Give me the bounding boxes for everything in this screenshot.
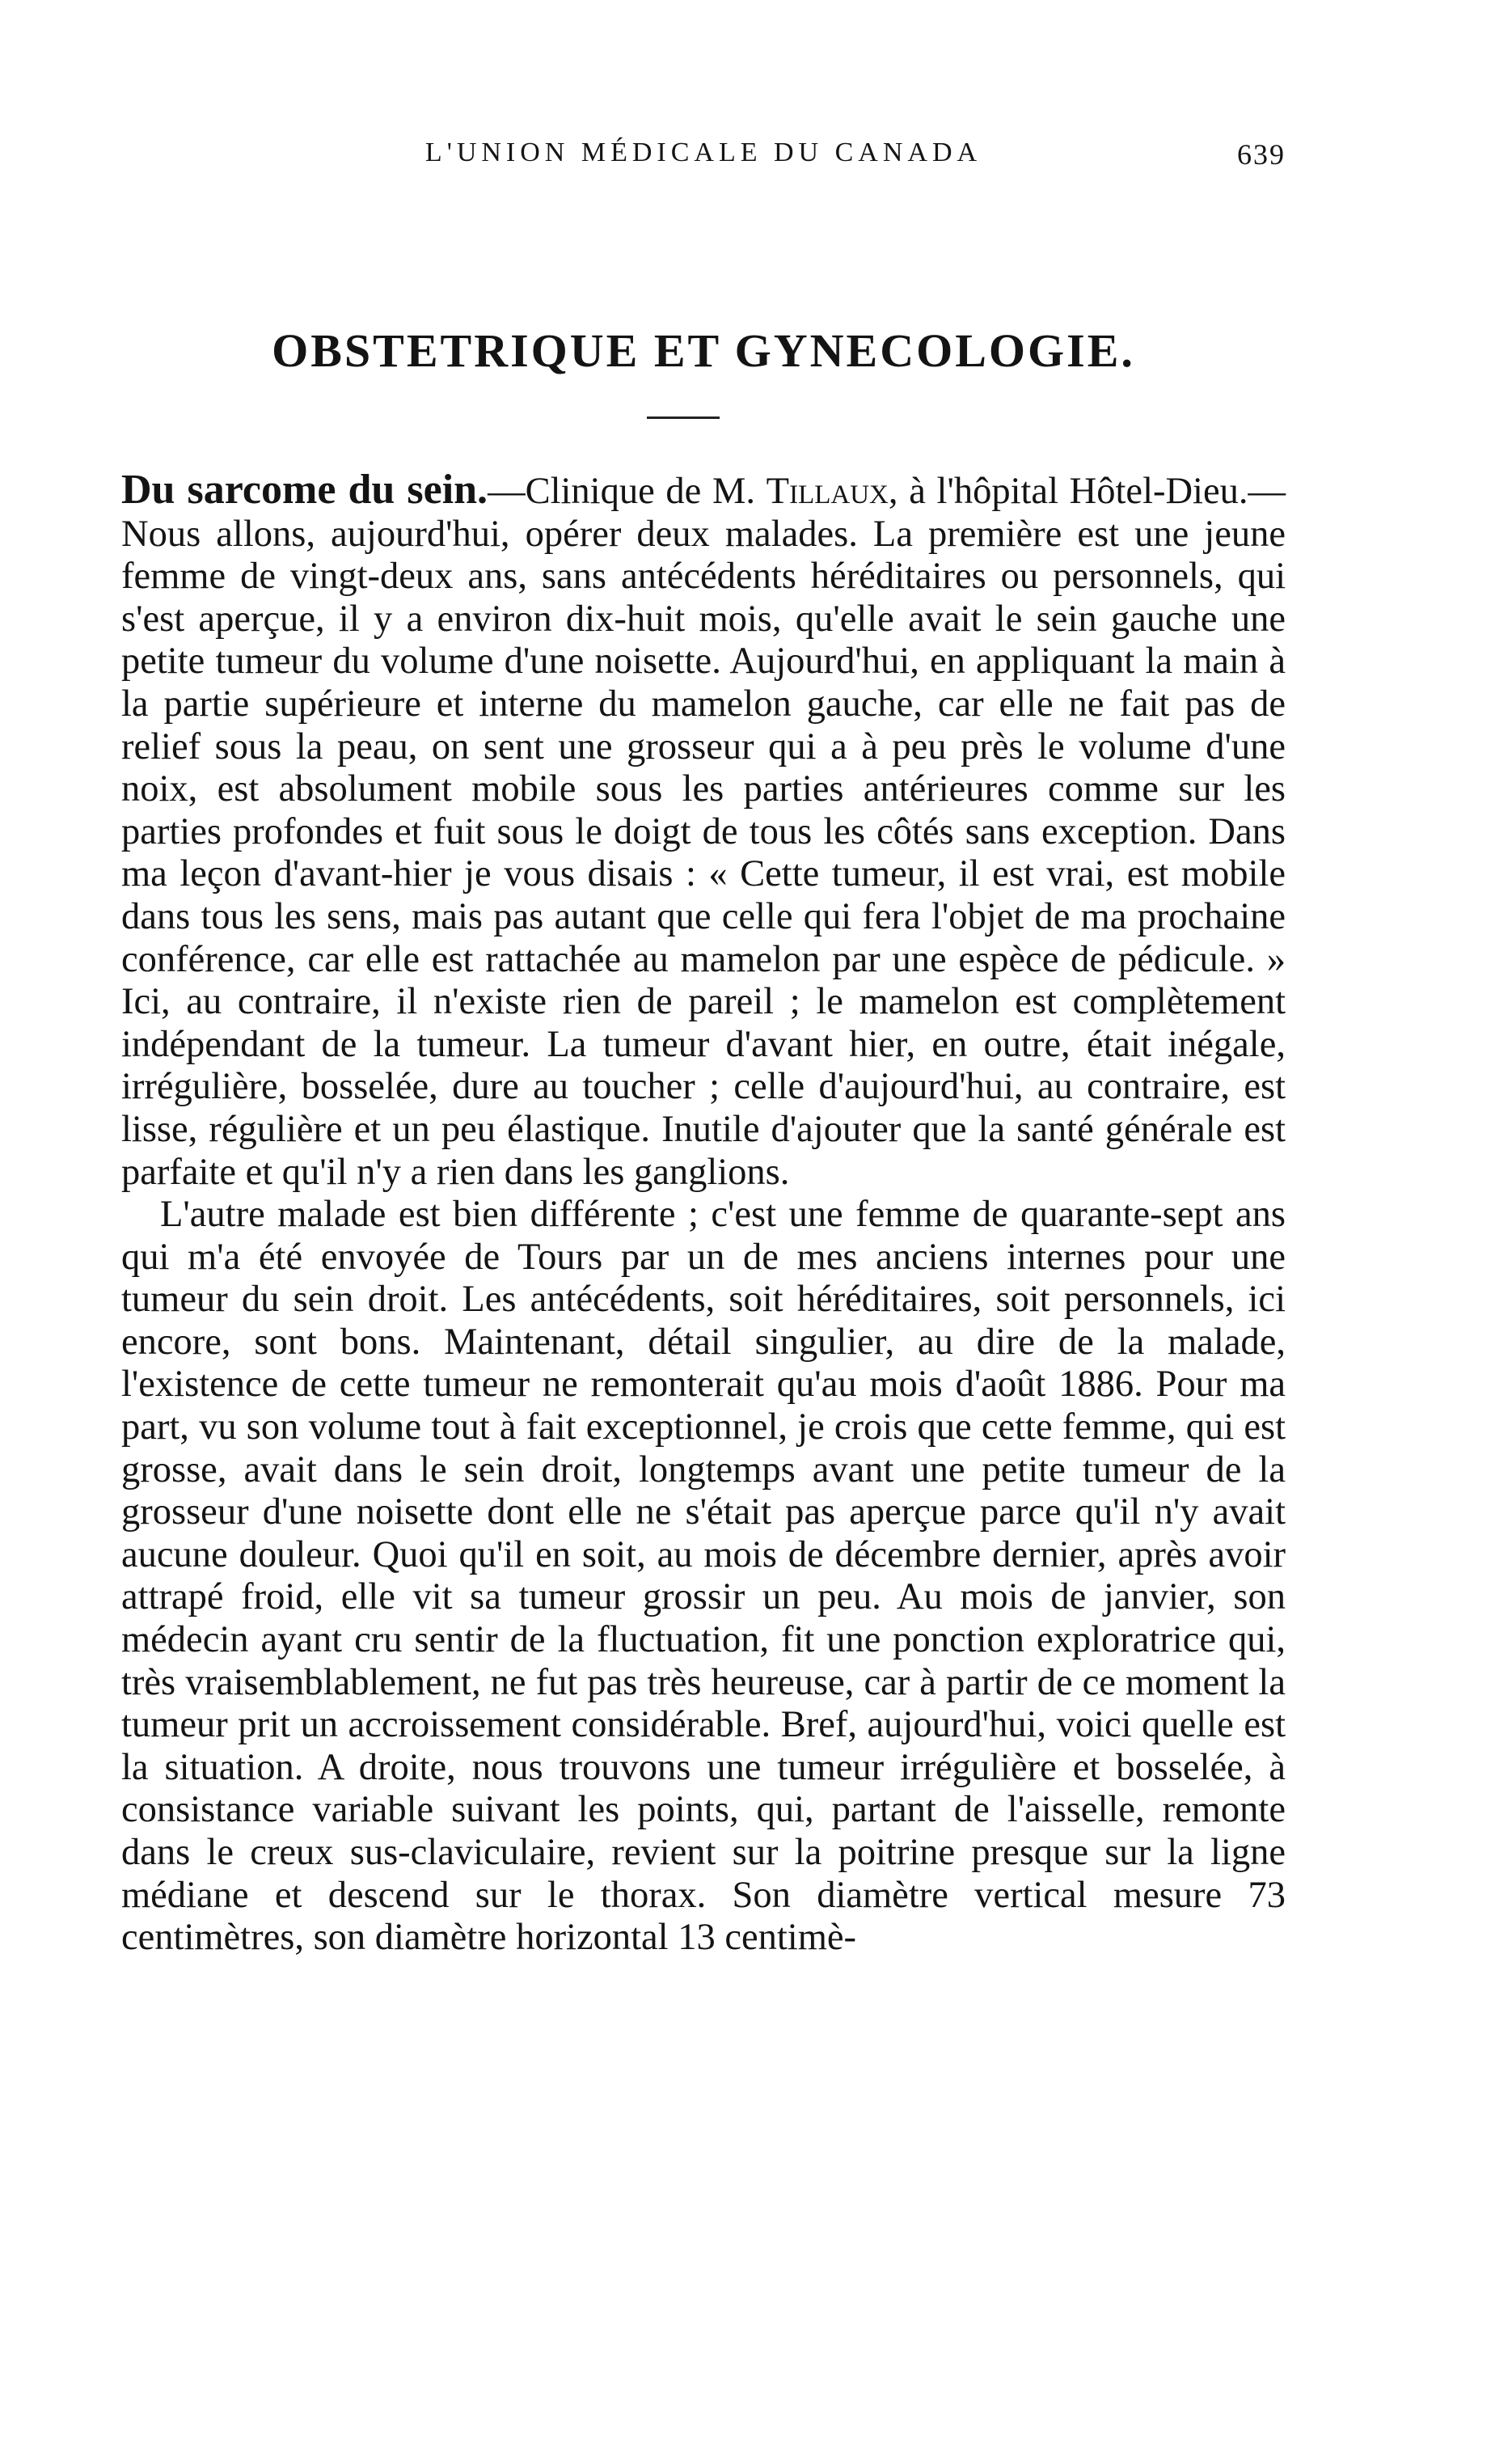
surgeon-name: Tillaux	[766, 471, 889, 512]
title-divider	[647, 417, 720, 419]
paragraph-2-text: L'autre malade est bien différente ; c'est une femme de quarante-sept ans qui m'a été envoyée de Tours par un de mes anciens internes pour une tumeur du sein droit. Les antécédents, soit héréditaires, soit personnels, ici encore, sont bons. Maintenant, détail singulier, au dire de la malade, l'existence de cette tumeur ne remonterait qu'au mois d'août 1886. Pour ma part, vu son volume tout à fait exceptionnel, je crois que cette femme, qui est grosse, avait dans le sein droit, longtemps avant une petite tumeur de la grosseur d'une noisette dont elle ne s'était pas aperçue parce qu'il n'y avait aucune douleur. Quoi qu'il en soit, au mois de décembre dernier, après avoir attrapé froid, elle vit sa tumeur grossir un peu. Au mois de janvier, son médecin ayant cru sentir de la fluctuation, fit une ponction exploratrice qui, très vraisemblablement, ne fut pas très heureuse, car à partir de ce moment la tumeur prit un accroissement considérable. Bref, aujourd'hui, voici quelle est la situation. A droite, nous trouvons une tumeur irrégulière et bosselée, à consistance variable suivant les points, qui, partant de l'aisselle, remonte dans le creux sus-claviculaire, revient sur la poitrine presque sur la ligne médiane et descend sur le thorax. Son diamètre vertical mesure 73 centimètres, son diamètre horizontal 13 centimè-	[121, 1194, 1286, 1959]
article-title: Du sarcome du sein.	[121, 467, 488, 513]
paragraph-2	[121, 1194, 1286, 1960]
running-head: L'UNION MÉDICALE DU CANADA	[424, 137, 982, 167]
page-number: 639	[1237, 138, 1286, 171]
paragraph-1-text: Nous allons, aujourd'hui, opérer deux malades. La première est une jeune femme de vingt-deux ans, sans antécédents héréditaires ou personnels, qui s'est aperçue, il y a environ dix-huit mois, qu'elle avait le sein gauche une petite tumeur du volume d'une noisette. Aujourd'hui, en appliquant la main à la partie supérieure et interne du mamelon gauche, car elle ne fait pas de relief sous la peau, on sent une grosseur qui a à peu près le volume d'une noix, est absolument mobile sous les parties antérieures comme sur les parties profondes et fuit sous le doigt de tous les côtés sans exception. Dans ma leçon d'avant-hier je vous disais : « Cette tumeur, il est vrai, est mobile dans tous les sens, mais pas autant que celle qui fera l'objet de ma prochaine conférence, car elle est rattachée au mamelon par une espèce de pédicule. » Ici, au contraire, il n'existe rien de pareil ; le mamelon est complètement indépendant de la tumeur. La tumeur d'avant hier, en outre, était inégale, irrégulière, bosselée, dure au toucher ; celle d'aujourd'hui, au contraire, est lisse, régulière et un peu élastique. Inutile d'ajouter que la santé générale est parfaite et qu'il n'y a rien dans les ganglions.	[121, 513, 1286, 1193]
article-body	[121, 469, 1286, 1960]
page-header	[121, 137, 1286, 186]
article-intro: —Clinique de M.	[488, 471, 767, 512]
hospital-reference: , à l'hôpital Hôtel-Dieu.—	[888, 471, 1286, 512]
section-title: OBSTETRIQUE ET GYNECOLOGIE.	[272, 324, 1135, 377]
paragraph-1	[121, 469, 1286, 1194]
